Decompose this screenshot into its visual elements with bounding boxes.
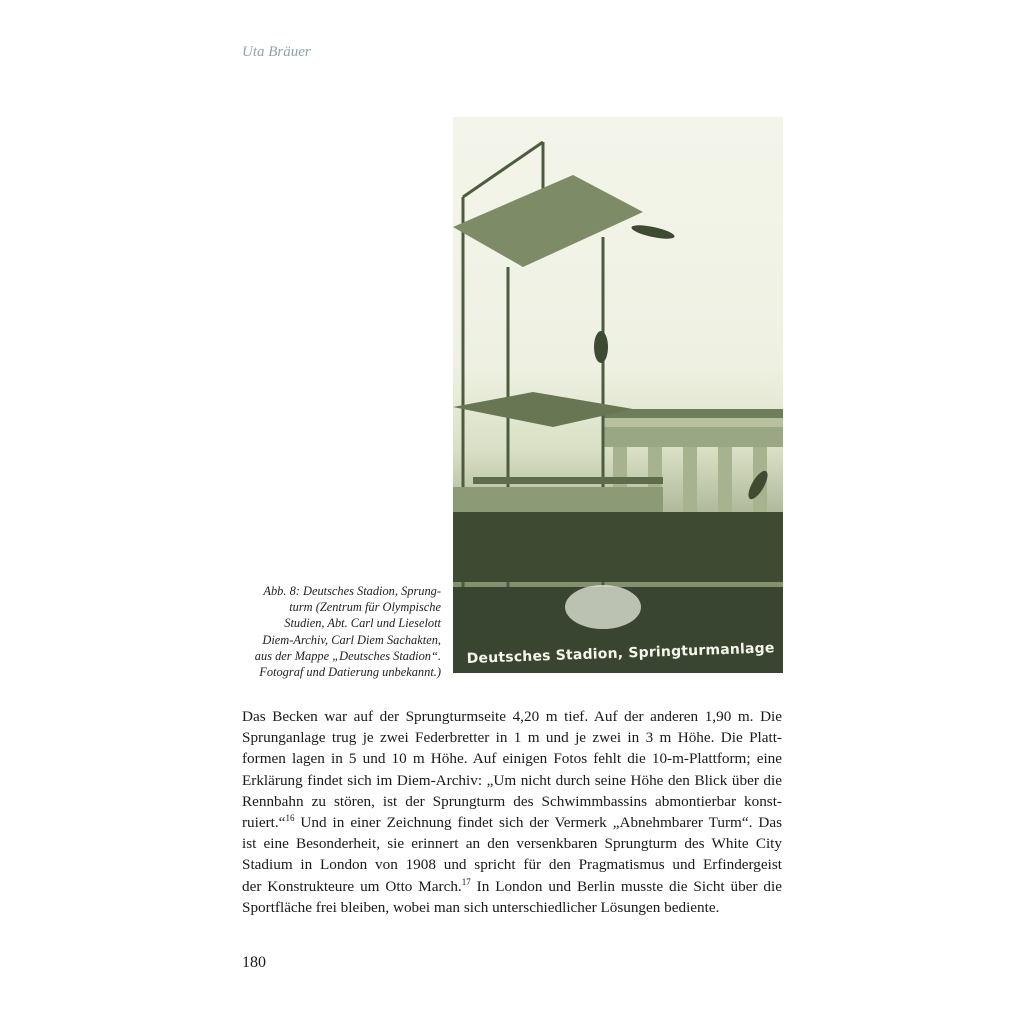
- body-line-text: In London und Berlin musste die Sicht über die: [470, 877, 782, 895]
- body-line: Stadium in London von 1908 und spricht für den Pragmatismus und Erfindergeist: [242, 856, 782, 874]
- body-line-text: ruiert.“: [242, 814, 286, 832]
- body-line: Rennbahn zu stören, ist der Sprungturm des Schwimmbassins abmontierbar konst-: [242, 792, 782, 810]
- body-line: Das Becken war auf der Sprungturmseite 4,20 m tief. Auf der anderen 1,90 m. Die: [242, 708, 782, 725]
- body-line: Sportfläche frei bleiben, wobei man sich unterschiedlicher Lösungen bediente.: [242, 898, 720, 916]
- body-line-text: der Konstrukteure um Otto March.: [242, 877, 462, 895]
- figure-photo: [453, 117, 783, 673]
- body-line: Erklärung findet sich im Diem-Archiv: „Um nicht durch seine Höhe den Blick über die: [242, 771, 782, 789]
- body-line: Sprunganlage trug je zwei Federbretter in 1 m und je zwei in 3 m Höhe. Die Platt-: [242, 729, 782, 747]
- springboard: [473, 477, 663, 484]
- caption-line: Abb. 8: Deutsches Stadion, Sprung-: [263, 584, 441, 598]
- splash: [565, 585, 641, 629]
- footnote-marker[interactable]: 17: [461, 876, 471, 887]
- body-line: ist eine Besonderheit, sie erinnert an den versenkbaren Sprungturm des White City: [242, 835, 782, 853]
- diving-tower-illustration: [453, 117, 783, 673]
- spectators-top: [603, 409, 783, 418]
- running-head: Uta Bräuer: [242, 44, 311, 60]
- body-line: formen lagen in 5 und 10 m Höhe. Auf einigen Fotos fehlt die 10-m-Plattform; eine: [242, 750, 782, 768]
- caption-line: Studien, Abt. Carl und Lieselott: [284, 616, 441, 631]
- top-platform: [453, 175, 643, 267]
- crowd: [453, 512, 783, 582]
- caption-line: turm (Zentrum für Olympische: [289, 600, 441, 615]
- caption-line: aus der Mappe „Deutsches Stadion“.: [254, 648, 441, 663]
- body-line: [242, 876, 782, 897]
- caption-line: Diem-Archiv, Carl Diem Sachakten,: [262, 632, 441, 647]
- body-line: [242, 812, 782, 833]
- page-number: 180: [242, 954, 266, 971]
- caption-line: Fotograf und Datierung unbekannt.): [259, 665, 441, 680]
- grandstand-roof: [603, 427, 783, 447]
- figure-caption: [238, 583, 441, 680]
- footnote-marker[interactable]: 16: [285, 813, 295, 824]
- body-paragraph: [242, 706, 782, 918]
- body-line-text: Und in einer Zeichnung findet sich der Vermerk „Abnehmbarer Turm“. Das: [294, 814, 782, 832]
- photo-inscription: Deutsches Stadion, Springturmanlage: [466, 640, 775, 667]
